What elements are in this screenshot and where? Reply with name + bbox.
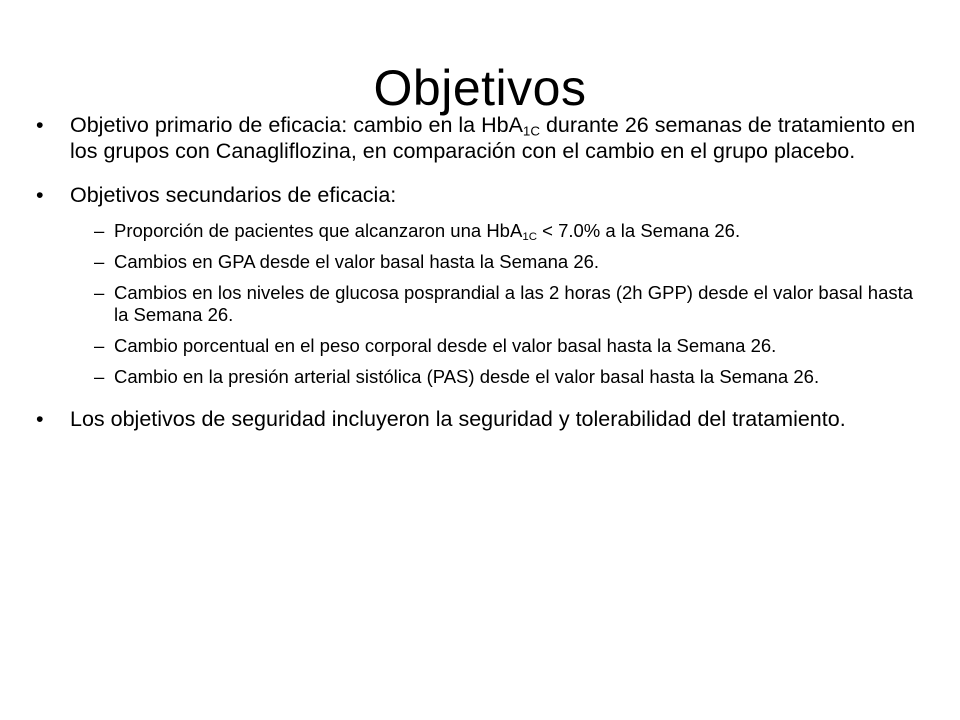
- dash-icon: –: [94, 282, 105, 303]
- bullet-icon: •: [36, 183, 44, 207]
- slide-title: Objetivos: [373, 60, 587, 116]
- secondary-objectives-list: [36, 220, 926, 388]
- bullet-text-before: Objetivo primario de eficacia: cambio en la HbA: [70, 113, 523, 137]
- dash-icon: –: [94, 220, 105, 241]
- sub-item: [36, 251, 926, 273]
- bullet-icon: •: [36, 113, 44, 137]
- subscript: 1C: [522, 230, 537, 243]
- bullet-secondary-objectives: [36, 182, 926, 208]
- sub-item-text-before: Proporción de pacientes que alcanzaron una HbA: [114, 220, 523, 241]
- sub-item-text: Cambios en los niveles de glucosa posprandial a las 2 horas (2h GPP) desde el valor basal hasta la Semana 26.: [114, 282, 914, 325]
- bullet-primary-objective: [36, 112, 926, 164]
- bullet-text: Los objetivos de seguridad incluyeron la seguridad y tolerabilidad del tratamiento.: [70, 407, 846, 431]
- dash-icon: –: [94, 335, 105, 356]
- sub-item: [36, 220, 926, 242]
- bullet-text-after: durante 26 semanas de tratamiento en los grupos con Canagliflozina, en comparación con el cambio en el grupo placebo.: [70, 113, 916, 163]
- dash-icon: –: [94, 366, 105, 387]
- subscript: 1C: [522, 123, 540, 139]
- dash-icon: –: [94, 251, 105, 272]
- sub-item: [36, 335, 926, 357]
- slide-body: [36, 112, 926, 450]
- sub-item: [36, 282, 926, 326]
- sub-item-text: Cambio porcentual en el peso corporal desde el valor basal hasta la Semana 26.: [114, 335, 777, 356]
- sub-item: [36, 366, 926, 388]
- sub-item-text: Cambio en la presión arterial sistólica (PAS) desde el valor basal hasta la Semana 26.: [114, 366, 820, 387]
- bullet-safety-objectives: [36, 406, 926, 432]
- sub-item-text-after: < 7.0% a la Semana 26.: [536, 220, 741, 241]
- sub-item-text: Cambios en GPA desde el valor basal hasta la Semana 26.: [114, 251, 600, 272]
- bullet-text: Objetivos secundarios de eficacia:: [70, 183, 397, 207]
- bullet-icon: •: [36, 407, 44, 431]
